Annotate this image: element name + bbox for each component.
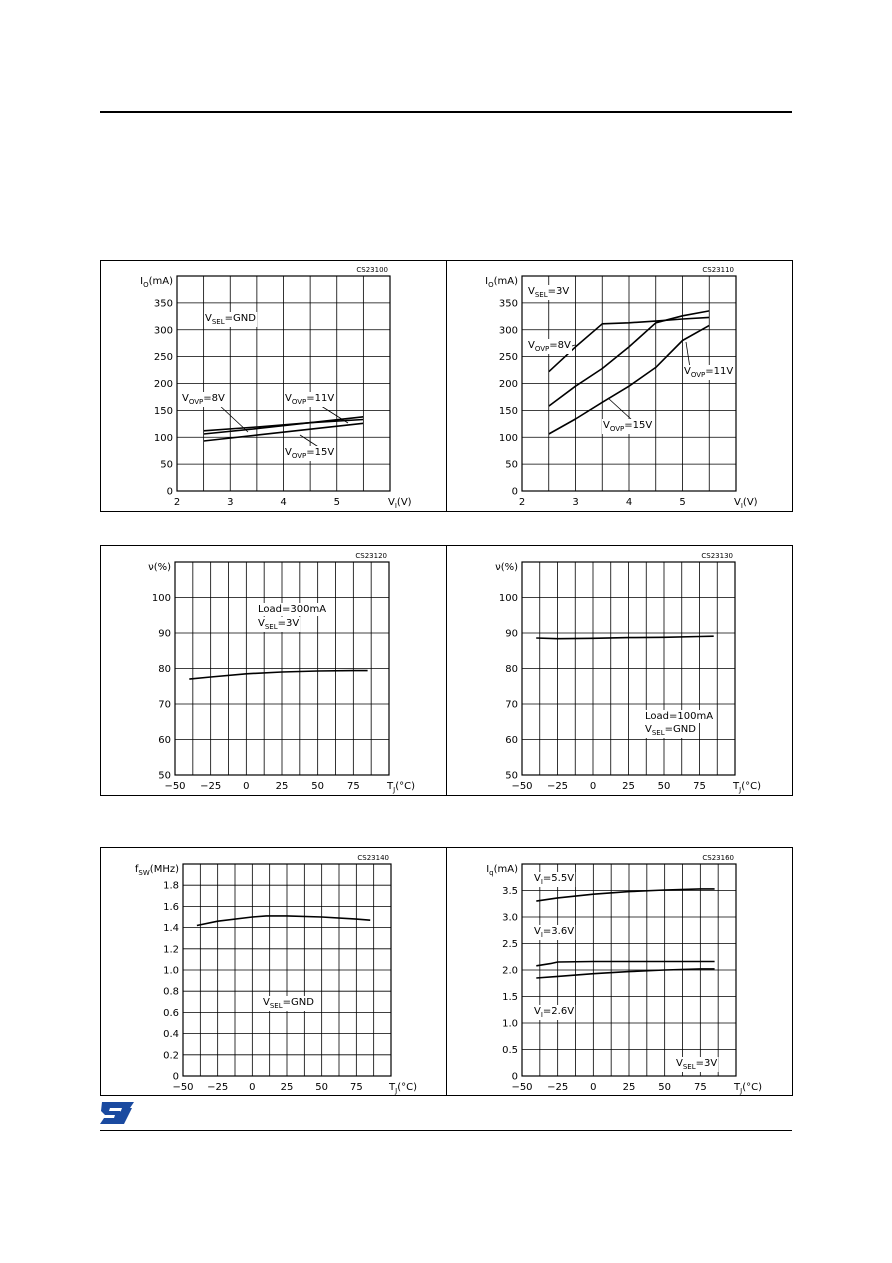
y-tick-label: 0.6 <box>163 1007 179 1019</box>
x-tick-label: 3 <box>572 497 579 508</box>
annotation-label: $V_I=5.5V$ <box>534 873 575 886</box>
annotation-label: $V_{SEL}=3V$ <box>528 286 570 299</box>
x-tick-label: 75 <box>349 1082 363 1093</box>
y-tick-label: 1.6 <box>163 901 179 913</box>
footer-rule <box>100 1130 792 1131</box>
x-tick-label: −25 <box>547 1082 569 1093</box>
y-tick-label: 1.0 <box>502 1018 518 1030</box>
y-tick-label: 60 <box>505 735 518 746</box>
annotation-label: $V_{OVP}=15V$ <box>603 420 653 433</box>
y-tick-label: 100 <box>151 593 171 604</box>
x-tick-label: 25 <box>280 1082 294 1093</box>
y-tick-label: 0.2 <box>163 1050 179 1062</box>
figure-code: CS23100 <box>356 266 388 274</box>
y-tick-label: 100 <box>498 593 518 604</box>
x-axis-label: $T_J(^\circ C)$ <box>387 781 415 794</box>
x-tick-label: 0 <box>249 1082 256 1093</box>
annotation-leader <box>218 404 248 432</box>
x-tick-label: 0 <box>590 1082 597 1093</box>
y-tick-label: 150 <box>498 405 518 417</box>
x-tick-label: 2 <box>518 497 526 508</box>
y-tick-label: 80 <box>505 664 518 675</box>
st-logo <box>100 1102 142 1124</box>
figure-code: CS23110 <box>702 266 734 274</box>
y-axis-label: ν(%) <box>148 562 171 573</box>
x-tick-label: 50 <box>658 1082 672 1093</box>
x-tick-label: 75 <box>346 781 360 792</box>
annotation-label: $V_{OVP}=11V$ <box>285 393 335 406</box>
y-tick-label: 0.4 <box>163 1029 179 1041</box>
annotation-label: $V_{SEL}=GND$ <box>263 997 314 1010</box>
figure-code: CS23130 <box>701 552 733 560</box>
x-tick-label: 4 <box>280 497 287 508</box>
y-tick-label: 200 <box>498 379 518 390</box>
y-axis-label: $f_{SW}(MHz)$ <box>134 864 179 877</box>
y-tick-label: 0.8 <box>163 986 179 998</box>
y-tick-label: 0 <box>166 486 173 498</box>
x-tick-label: 5 <box>679 497 686 508</box>
x-tick-label: 5 <box>333 497 340 508</box>
series-line-1 <box>189 671 367 680</box>
annotation-label: $V_{SEL}=GND$ <box>205 313 256 326</box>
y-tick-label: 70 <box>158 699 171 711</box>
x-tick-label: −50 <box>172 1082 194 1093</box>
annotation-label: $V_{SEL}=3V$ <box>676 1058 718 1071</box>
y-tick-label: 300 <box>498 325 518 337</box>
annotation-label: $V_{SEL}=3V$ <box>258 618 300 631</box>
x-tick-label: 50 <box>657 781 671 792</box>
x-tick-label: 25 <box>622 1082 636 1093</box>
x-tick-label: 0 <box>589 781 597 792</box>
annotation-label: $V_I=2.6V$ <box>534 1006 575 1019</box>
x-tick-label: 0 <box>243 781 250 792</box>
y-tick-label: 1.8 <box>163 880 179 892</box>
y-tick-label: 2.0 <box>502 965 518 977</box>
chart-5 <box>135 854 417 1095</box>
y-tick-label: 3.5 <box>502 886 518 897</box>
x-tick-label: −50 <box>164 781 186 792</box>
series-line-1 <box>197 916 370 926</box>
x-tick-label: 50 <box>315 1082 329 1093</box>
y-tick-label: 250 <box>153 352 173 364</box>
annotation-label: $V_{OVP}=11V$ <box>684 366 734 379</box>
chart-3 <box>148 552 415 794</box>
y-tick-label: 0.5 <box>502 1045 518 1056</box>
x-axis-label: $V_I(V)$ <box>388 497 412 510</box>
y-tick-label: 1.4 <box>163 923 179 935</box>
x-tick-label: 75 <box>693 781 706 792</box>
x-tick-label: 25 <box>275 781 289 792</box>
annotation-label: $V_I=3.6V$ <box>534 926 575 939</box>
y-tick-label: 80 <box>158 664 171 675</box>
y-tick-label: 350 <box>153 298 173 310</box>
annotation-label: Load=100mA <box>645 711 714 722</box>
chart-6 <box>486 854 762 1095</box>
y-tick-label: 250 <box>498 352 518 364</box>
y-tick-label: 90 <box>505 628 518 640</box>
y-axis-label: ν(%) <box>495 562 518 573</box>
x-axis-label: $T_J(^\circ C)$ <box>389 1082 417 1095</box>
x-tick-label: −50 <box>511 1082 533 1093</box>
y-tick-label: 1.5 <box>502 992 518 1003</box>
x-axis-label: $T_J(^\circ C)$ <box>734 1082 762 1095</box>
annotation-label: $V_{OVP}=8V$ <box>528 340 571 353</box>
annotation-label: $V_{OVP}=15V$ <box>285 447 335 460</box>
x-axis-label: $V_I(V)$ <box>734 497 758 510</box>
y-axis-label: $I_O(mA)$ <box>485 276 518 289</box>
x-tick-label: 25 <box>622 781 635 792</box>
y-tick-label: 50 <box>158 770 171 782</box>
chart-1 <box>140 266 412 510</box>
y-tick-label: 2.5 <box>502 939 518 950</box>
x-tick-label: 3 <box>227 497 234 508</box>
y-tick-label: 0 <box>172 1071 179 1083</box>
x-axis-label: $T_J(^\circ C)$ <box>733 781 761 794</box>
series-line-2 <box>536 962 714 966</box>
y-tick-label: 60 <box>158 735 171 746</box>
annotation-leader <box>686 342 690 368</box>
annotation-label: $V_{SEL}=GND$ <box>645 724 696 737</box>
y-tick-label: 1.2 <box>163 944 179 956</box>
y-tick-label: 50 <box>160 459 173 471</box>
chart-4 <box>495 552 761 794</box>
y-axis-label: $I_O(mA)$ <box>140 276 173 289</box>
annotation-leader <box>608 398 632 420</box>
y-tick-label: 3.0 <box>502 912 518 924</box>
x-tick-label: −25 <box>207 1082 229 1093</box>
figure-code: CS23160 <box>702 854 734 862</box>
y-axis-label: $I_q(mA)$ <box>486 864 518 877</box>
annotation-label: $V_{OVP}=8V$ <box>182 393 225 406</box>
y-tick-label: 0 <box>511 486 518 498</box>
y-tick-label: 70 <box>505 699 518 711</box>
y-tick-label: 300 <box>153 325 173 337</box>
y-tick-label: 1.0 <box>163 965 179 977</box>
y-tick-label: 150 <box>153 405 173 417</box>
y-tick-label: 350 <box>498 298 518 310</box>
annotation-label: Load=300mA <box>258 604 327 615</box>
logo-text: ST <box>140 1118 142 1119</box>
y-tick-label: 0 <box>511 1071 518 1083</box>
y-tick-label: 100 <box>153 432 173 444</box>
x-tick-label: −25 <box>200 781 222 792</box>
x-tick-label: 4 <box>625 497 633 508</box>
y-tick-label: 200 <box>153 379 173 390</box>
chart-2 <box>485 266 758 510</box>
y-tick-label: 100 <box>498 432 518 444</box>
y-tick-label: 90 <box>158 628 171 640</box>
y-tick-label: 50 <box>505 459 518 471</box>
figure-code: CS23140 <box>357 854 389 862</box>
x-tick-label: −25 <box>546 781 569 792</box>
x-tick-label: 75 <box>693 1082 707 1093</box>
y-tick-label: 50 <box>505 770 518 782</box>
series-line-1 <box>536 636 714 639</box>
figure-code: CS23120 <box>355 552 387 560</box>
x-tick-label: 50 <box>311 781 325 792</box>
x-tick-label: −50 <box>511 781 533 792</box>
x-tick-label: 2 <box>173 497 181 508</box>
